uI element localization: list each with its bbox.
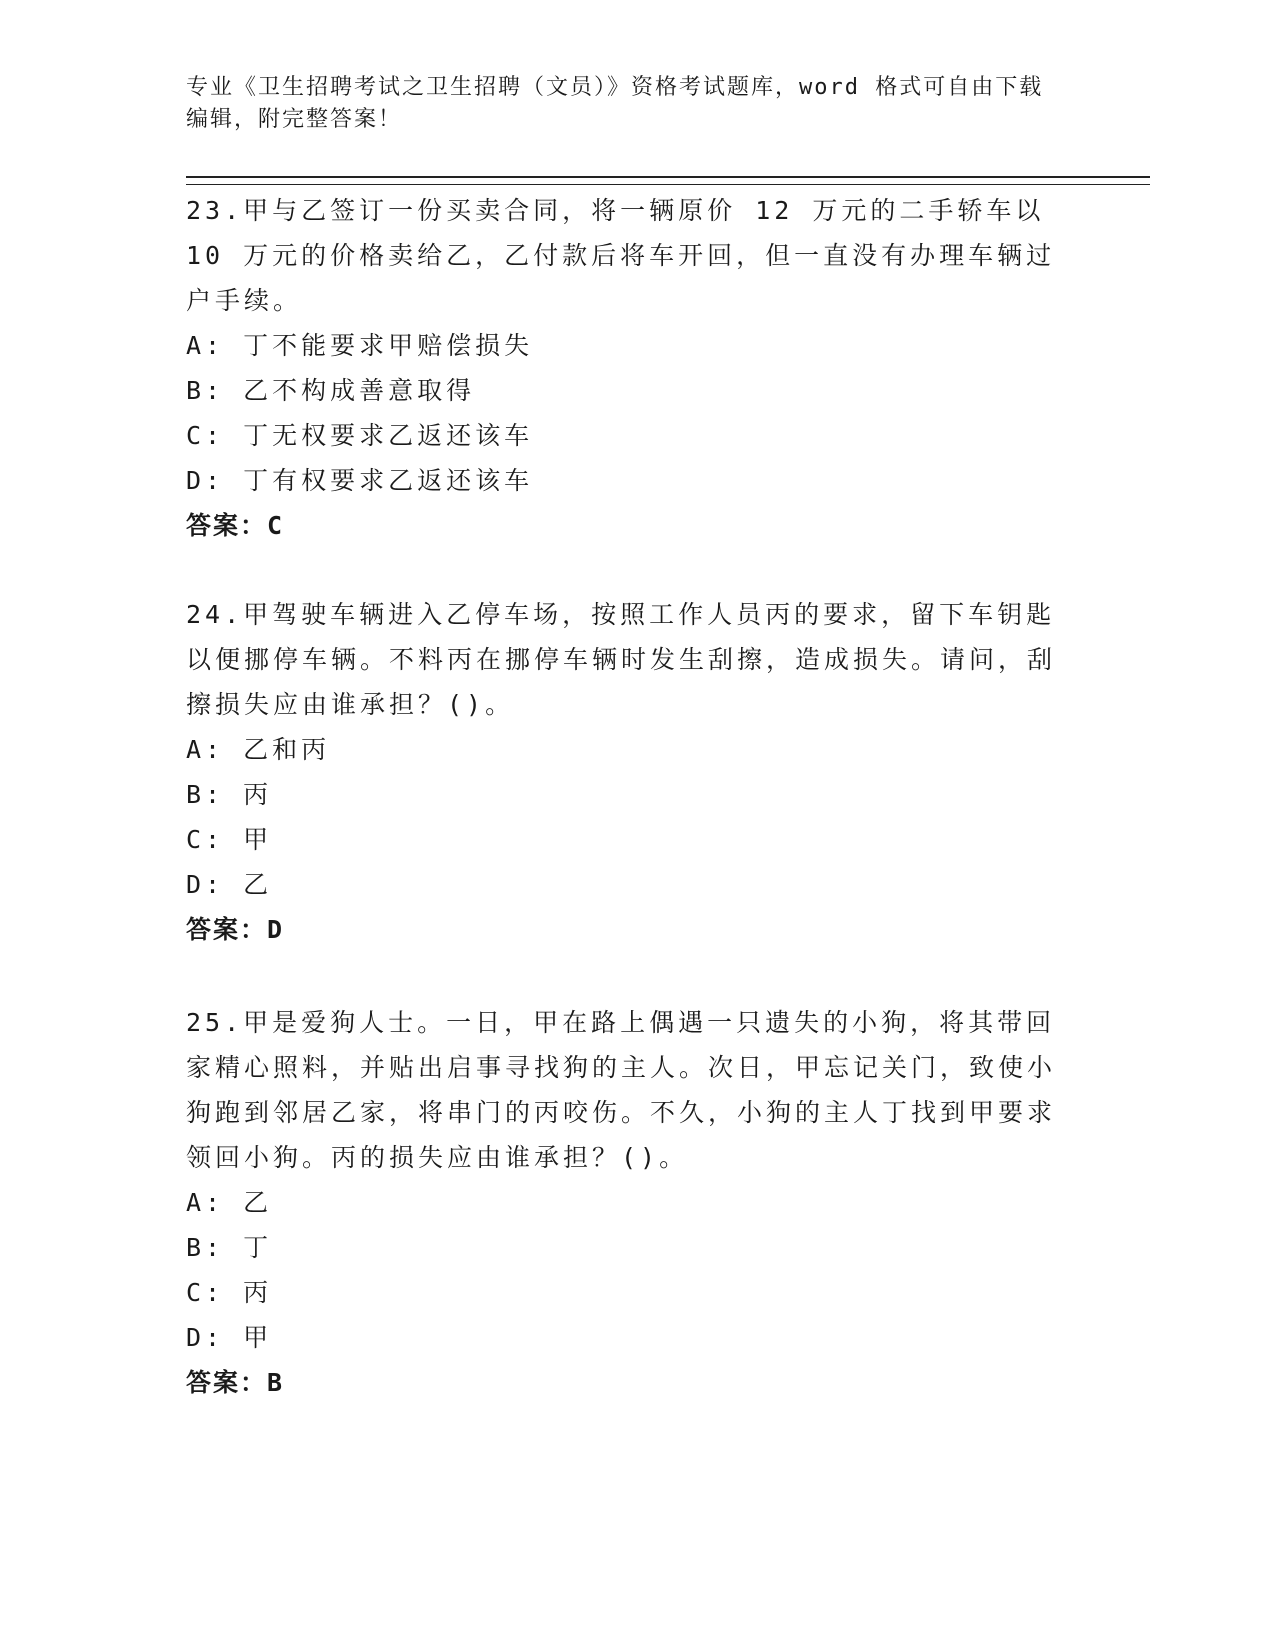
question-stem: 23.甲与乙签订一份买卖合同，将一辆原价 12 万元的二手轿车以 10 万元的价格卖给乙，乙付款后将车开回，但一直没有办理车辆过户手续。 [186, 196, 1056, 315]
option-d: D: 甲 [186, 1323, 273, 1352]
option-b: B: 乙不构成善意取得 [186, 376, 476, 405]
option-a: A: 乙和丙 [186, 735, 331, 764]
document-header: 专业《卫生招聘考试之卫生招聘（文员）》资格考试题库，word 格式可自由下载编辑，附完整答案！ [186, 75, 1044, 132]
question-25 [186, 1000, 1066, 1405]
option-d: D: 丁有权要求乙返还该车 [186, 466, 534, 495]
question-24 [186, 592, 1066, 952]
option-a: A: 乙 [186, 1188, 273, 1217]
option-c: C: 丁无权要求乙返还该车 [186, 421, 534, 450]
answer: 答案：C [186, 511, 285, 540]
option-d: D: 乙 [186, 870, 273, 899]
question-23 [186, 188, 1066, 548]
option-c: C: 甲 [186, 825, 273, 854]
option-a: A: 丁不能要求甲赔偿损失 [186, 331, 534, 360]
answer: 答案：D [186, 915, 285, 944]
question-stem: 24.甲驾驶车辆进入乙停车场，按照工作人员丙的要求，留下车钥匙以便挪停车辆。不料丙在挪停车辆时发生刮擦，造成损失。请问，刮擦损失应由谁承担？()。 [186, 600, 1057, 719]
option-b: B: 丙 [186, 780, 273, 809]
header-divider [186, 176, 1150, 185]
answer: 答案：B [186, 1368, 285, 1397]
option-b: B: 丁 [186, 1233, 273, 1262]
option-c: C: 丙 [186, 1278, 273, 1307]
question-stem: 25.甲是爱狗人士。一日，甲在路上偶遇一只遗失的小狗，将其带回家精心照料，并贴出启事寻找狗的主人。次日，甲忘记关门，致使小狗跑到邻居乙家，将串门的丙咬伤。不久，小狗的主人丁找到甲要求领回小狗。丙的损失应由谁承担？()。 [186, 1008, 1057, 1172]
